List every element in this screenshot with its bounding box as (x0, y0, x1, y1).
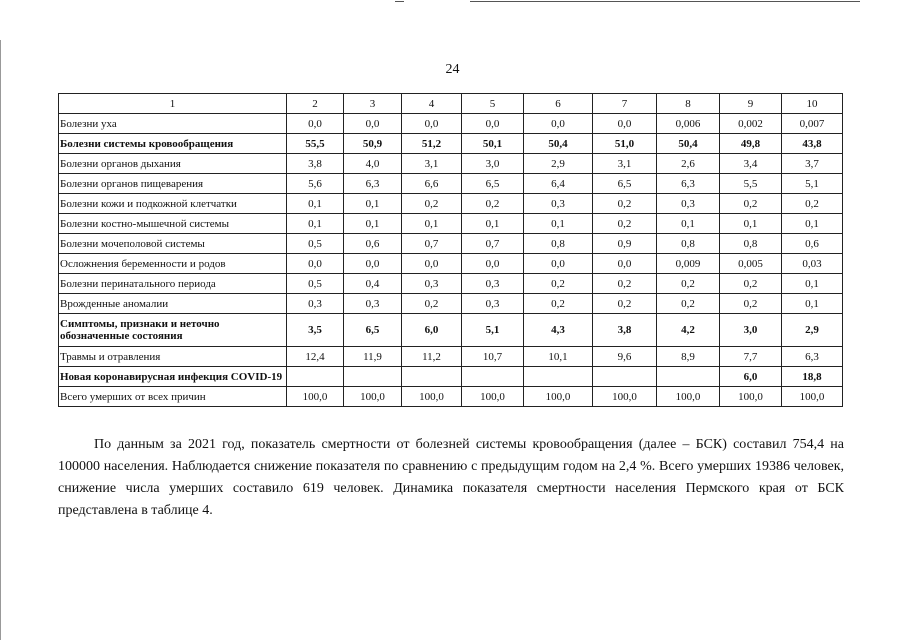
table-cell: 51,2 (402, 134, 462, 154)
table-cell: 50,1 (462, 134, 524, 154)
table-cell: 0,2 (720, 194, 782, 214)
column-header: 2 (287, 94, 344, 114)
table-cell: 0,0 (462, 114, 524, 134)
table-cell: 6,5 (462, 174, 524, 194)
table-cell: 0,002 (720, 114, 782, 134)
table-cell: 0,5 (287, 274, 344, 294)
table-cell: 0,0 (593, 114, 657, 134)
table-cell: 0,009 (657, 254, 720, 274)
table-cell: 0,2 (720, 274, 782, 294)
column-header: 7 (593, 94, 657, 114)
table-cell: 0,3 (287, 294, 344, 314)
table-row (59, 347, 843, 367)
table-cell: 100,0 (287, 387, 344, 407)
table-cell: 0,0 (402, 254, 462, 274)
table-cell: 6,0 (720, 367, 782, 387)
table-cell: 4,3 (524, 314, 593, 347)
table-cell: 11,2 (402, 347, 462, 367)
table-cell: 100,0 (720, 387, 782, 407)
column-header: 5 (462, 94, 524, 114)
table-cell: 11,9 (344, 347, 402, 367)
table-row (59, 114, 843, 134)
row-label: Болезни перинатального периода (59, 274, 287, 294)
table-cell: 49,8 (720, 134, 782, 154)
scan-top-rule (470, 1, 860, 2)
table-cell: 0,2 (593, 194, 657, 214)
table-cell: 0,0 (524, 254, 593, 274)
row-label: Болезни костно-мышечной системы (59, 214, 287, 234)
table-header-row (59, 94, 843, 114)
row-label: Новая коронавирусная инфекция COVID-19 (59, 367, 287, 387)
table-cell: 6,5 (593, 174, 657, 194)
table-cell: 12,4 (287, 347, 344, 367)
table-cell: 0,7 (402, 234, 462, 254)
table-cell: 100,0 (462, 387, 524, 407)
table-cell: 0,8 (657, 234, 720, 254)
table-cell: 0,1 (344, 194, 402, 214)
table-cell: 3,5 (287, 314, 344, 347)
row-label: Болезни органов дыхания (59, 154, 287, 174)
table-cell: 0,2 (657, 294, 720, 314)
table-cell (402, 367, 462, 387)
table-cell: 0,9 (593, 234, 657, 254)
table-cell: 0,1 (782, 294, 843, 314)
table-cell: 0,8 (524, 234, 593, 254)
table-cell: 6,0 (402, 314, 462, 347)
table-cell: 0,3 (344, 294, 402, 314)
table-cell: 0,5 (287, 234, 344, 254)
table-cell: 0,2 (402, 194, 462, 214)
table-cell: 0,1 (287, 214, 344, 234)
table-cell: 0,1 (782, 274, 843, 294)
row-label: Врожденные аномалии (59, 294, 287, 314)
row-label: Осложнения беременности и родов (59, 254, 287, 274)
table-cell: 9,6 (593, 347, 657, 367)
table-cell: 50,4 (657, 134, 720, 154)
table-cell: 0,3 (462, 274, 524, 294)
table-cell: 10,7 (462, 347, 524, 367)
table-cell: 10,1 (524, 347, 593, 367)
table-cell: 0,2 (462, 194, 524, 214)
table-cell (524, 367, 593, 387)
table-cell: 100,0 (782, 387, 843, 407)
table-cell: 43,8 (782, 134, 843, 154)
row-label: Болезни кожи и подкожной клетчатки (59, 194, 287, 214)
table-cell: 3,8 (593, 314, 657, 347)
table-cell: 51,0 (593, 134, 657, 154)
table-cell: 3,1 (593, 154, 657, 174)
table-cell: 0,1 (462, 214, 524, 234)
table-cell: 0,3 (402, 274, 462, 294)
column-header: 6 (524, 94, 593, 114)
table-row (59, 234, 843, 254)
table-cell: 0,2 (657, 274, 720, 294)
table-cell: 0,2 (524, 294, 593, 314)
row-label: Всего умерших от всех причин (59, 387, 287, 407)
table-cell (657, 367, 720, 387)
row-label: Болезни мочеполовой системы (59, 234, 287, 254)
table-cell: 0,2 (593, 214, 657, 234)
column-header: 10 (782, 94, 843, 114)
table-cell: 0,0 (287, 114, 344, 134)
table-cell (344, 367, 402, 387)
scan-left-edge (0, 40, 1, 640)
table-cell: 4,2 (657, 314, 720, 347)
table-cell: 8,9 (657, 347, 720, 367)
table-cell: 0,007 (782, 114, 843, 134)
table-cell: 6,6 (402, 174, 462, 194)
row-label: Травмы и отравления (59, 347, 287, 367)
table-cell: 0,005 (720, 254, 782, 274)
table-row (59, 194, 843, 214)
table-cell: 0,006 (657, 114, 720, 134)
column-header: 1 (59, 94, 287, 114)
row-label: Болезни системы кровообращения (59, 134, 287, 154)
table-cell: 100,0 (593, 387, 657, 407)
table-cell: 0,1 (287, 194, 344, 214)
table-cell: 3,0 (462, 154, 524, 174)
table-cell: 6,3 (782, 347, 843, 367)
table-cell: 4,0 (344, 154, 402, 174)
table-row (59, 174, 843, 194)
table-cell: 6,5 (344, 314, 402, 347)
table-cell: 5,5 (720, 174, 782, 194)
table-cell: 0,6 (344, 234, 402, 254)
table-cell: 0,7 (462, 234, 524, 254)
table-row (59, 154, 843, 174)
body-paragraph (58, 434, 844, 522)
table-cell (287, 367, 344, 387)
table-cell: 3,1 (402, 154, 462, 174)
table-cell: 0,2 (402, 294, 462, 314)
table-cell: 0,0 (462, 254, 524, 274)
table-cell: 2,9 (782, 314, 843, 347)
table-cell: 2,9 (524, 154, 593, 174)
paragraph-text: По данным за 2021 год, показатель смертности от болезней системы кровообращения (далее – БСК) составил 754,4 на 100000 населения. Наблюдается снижение показателя по сравнению с предыдущим годом на 2,4 %. Всего умерших 19386 человек, снижение числа умерших составило 619 человек. Динамика показателя смертности населения Пермского края от БСК представлена в таблице 4. (58, 437, 844, 518)
table-cell: 3,0 (720, 314, 782, 347)
column-header: 4 (402, 94, 462, 114)
table-cell: 55,5 (287, 134, 344, 154)
table-cell: 0,1 (402, 214, 462, 234)
table-cell: 0,8 (720, 234, 782, 254)
table-cell: 0,2 (782, 194, 843, 214)
table-cell: 5,1 (462, 314, 524, 347)
table-cell: 0,2 (720, 294, 782, 314)
scan-top-rule (395, 1, 404, 2)
table-cell: 50,4 (524, 134, 593, 154)
mortality-structure-table (58, 93, 843, 407)
table-row (59, 254, 843, 274)
table-row (59, 134, 843, 154)
table-cell: 6,4 (524, 174, 593, 194)
table-cell: 2,6 (657, 154, 720, 174)
table-cell (593, 367, 657, 387)
table-cell: 6,3 (344, 174, 402, 194)
row-label: Болезни органов пищеварения (59, 174, 287, 194)
table-row (59, 387, 843, 407)
table-cell: 0,03 (782, 254, 843, 274)
table-cell: 100,0 (344, 387, 402, 407)
table-cell: 0,0 (344, 254, 402, 274)
table-cell: 0,6 (782, 234, 843, 254)
table-cell: 0,1 (657, 214, 720, 234)
table-cell: 100,0 (657, 387, 720, 407)
table-cell (462, 367, 524, 387)
table-cell: 0,2 (593, 274, 657, 294)
table-cell: 0,1 (782, 214, 843, 234)
table-cell: 100,0 (402, 387, 462, 407)
table-cell: 0,0 (402, 114, 462, 134)
table-cell: 0,1 (524, 214, 593, 234)
table-cell: 0,3 (657, 194, 720, 214)
table-row (59, 214, 843, 234)
table-cell: 0,0 (344, 114, 402, 134)
table-cell: 0,3 (462, 294, 524, 314)
page-number: 24 (445, 62, 460, 77)
table-cell: 0,4 (344, 274, 402, 294)
row-label: Болезни уха (59, 114, 287, 134)
table-cell: 7,7 (720, 347, 782, 367)
table-cell: 0,0 (593, 254, 657, 274)
table-row (59, 367, 843, 387)
table-cell: 3,7 (782, 154, 843, 174)
table-cell: 0,2 (524, 274, 593, 294)
table-cell: 6,3 (657, 174, 720, 194)
table-cell: 18,8 (782, 367, 843, 387)
row-label: Симптомы, признаки и неточно обозначенные состояния (59, 314, 287, 347)
column-header: 9 (720, 94, 782, 114)
table-row (59, 274, 843, 294)
column-header: 3 (344, 94, 402, 114)
table-cell: 0,1 (720, 214, 782, 234)
table-row (59, 314, 843, 347)
table-row (59, 294, 843, 314)
table-cell: 0,3 (524, 194, 593, 214)
table-body (59, 114, 843, 407)
table-cell: 3,4 (720, 154, 782, 174)
table-cell: 100,0 (524, 387, 593, 407)
table-cell: 0,0 (287, 254, 344, 274)
table-cell: 0,2 (593, 294, 657, 314)
column-header: 8 (657, 94, 720, 114)
table-cell: 50,9 (344, 134, 402, 154)
table-cell: 0,1 (344, 214, 402, 234)
table-cell: 5,6 (287, 174, 344, 194)
table-cell: 5,1 (782, 174, 843, 194)
table-cell: 3,8 (287, 154, 344, 174)
table-cell: 0,0 (524, 114, 593, 134)
